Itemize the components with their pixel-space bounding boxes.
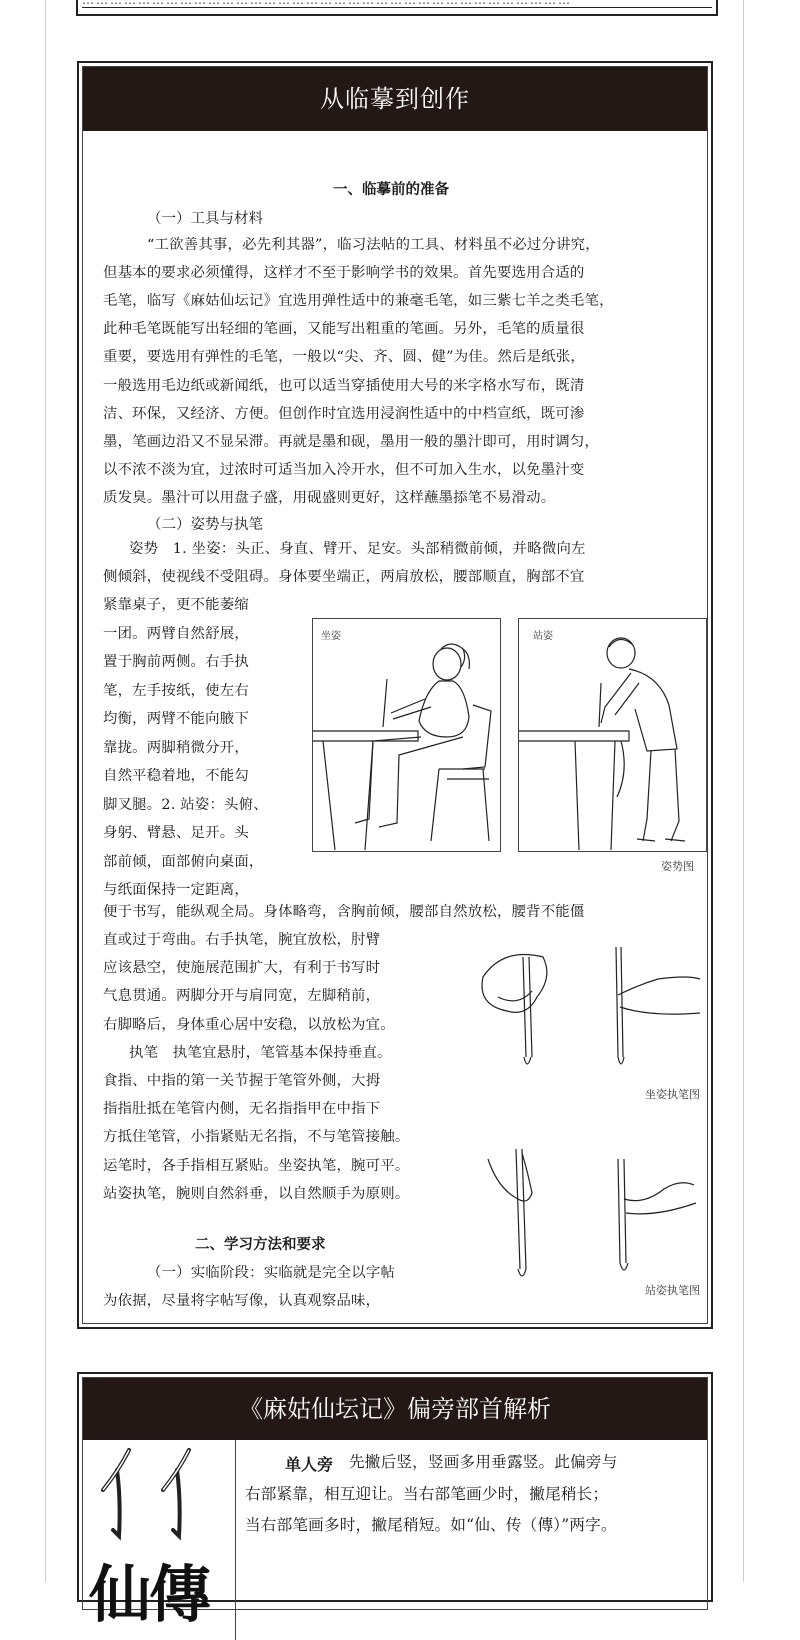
para2narrow-line: 自然平稳着地，不能勾 [103, 768, 249, 784]
para1-line: 质发臭。墨汁可以用盘子盛，用砚盛则更好，这样蘸墨掭笔不易滑动。 [103, 489, 556, 506]
para3-line: 气息贯通。两脚分开与肩同宽，左脚稍前， [103, 988, 381, 1005]
para2narrow-line: 部前倾，面部俯向桌面， [103, 853, 264, 870]
section2-title-bar: 《麻姑仙坛记》偏旁部首解析 [83, 1378, 707, 1440]
para5-line: 右部紧靠，相互迎让。当右部笔画少时，撇尾稍长； [245, 1484, 609, 1503]
para1-line: 毛笔，临写《麻姑仙坛记》宜选用弹性适中的兼毫毛笔，如三紫七羊之类毛笔， [103, 293, 614, 310]
para1-line: 洁、环保，又经济、方便。但创作时宜选用浸润性适中的中档宣纸，既可渗 [103, 405, 585, 422]
section-inner-frame [82, 66, 708, 1324]
heading-study-method: 二、学习方法和要求 [195, 1237, 326, 1253]
para1-line: 但基本的要求必须懂得，这样才不至于影响学书的效果。首先要选用合适的 [103, 265, 585, 282]
hand-holding-brush-sitting-illustration [468, 937, 728, 1087]
para1-line: 此种毛笔既能写出轻细的笔画，又能写出粗重的笔画。另外，毛笔的质量很 [103, 321, 585, 338]
para3-line: 运笔时，各手指相互紧贴。坐姿执笔，腕可平。 [103, 1157, 410, 1174]
calligraphy-sample-box [83, 1440, 236, 1640]
previous-section-frame [76, 0, 718, 16]
figure-sitting-posture [312, 618, 501, 852]
caption-sitting-holding: 坐姿执笔图 [645, 1088, 700, 1101]
para1-line: “工欲善其事，必先利其器”，临习法帖的工具、材料虽不必过分讲究， [147, 237, 600, 253]
hand-holding-brush-standing-illustration [468, 1139, 728, 1289]
para3-line: 直或过于弯曲。右手执笔，腕宜放松，肘臂 [103, 932, 381, 948]
figure-standing-label: 站姿 [533, 631, 553, 642]
section-radical-analysis [77, 1372, 713, 1631]
standing-person-illustration [519, 619, 706, 851]
section-from-copying-to-creation [77, 61, 713, 1329]
caption-posture-figure: 姿势图 [661, 860, 694, 873]
para4-line: （一）实临阶段：实临就是完全以字帖 [147, 1265, 396, 1281]
para4-line: 为依据，尽量将字帖写像，认真观察品味， [103, 1293, 381, 1309]
para3-line: 右脚略后，身体重心居中安稳，以放松为宜。 [103, 1016, 395, 1033]
page-guide-right [743, 0, 744, 1582]
previous-section-text: …………………………………………………………………………………………… [82, 0, 712, 8]
sitting-person-illustration [313, 619, 500, 851]
para2narrow-line: 脚叉腿。2. 站姿：头俯、 [103, 796, 268, 813]
figure-standing-posture [518, 618, 707, 852]
para1-line: 以不浓不淡为宜，过浓时可适当加入冷开水，但不可加入生水，以免墨汁变 [103, 461, 585, 478]
para2narrow-line: 靠拢。两脚稍微分开， [103, 739, 249, 756]
para2full-line: 姿势 1. 坐姿：头正、身直、臂开、足安。头部稍微前倾，并略微向左 [129, 541, 586, 557]
section-title-bar: 从临摹到创作 [83, 67, 707, 131]
para2narrow-line: 与纸面保持一定距离， [103, 882, 249, 898]
para5-line: 先撇后竖，竖画多用垂露竖。此偏旁与 [349, 1453, 618, 1471]
para1-line: 一般选用毛边纸或新闻纸，也可以适当穿插使用大号的米字格水写布，既清 [103, 377, 585, 394]
paragraph-posture-continue: 便于书写，能纵观全局。身体略弯，含胸前倾，腰部自然放松，腰背不能僵 [103, 904, 585, 920]
para3-line: 执笔 执笔宜悬肘，笔管基本保持垂直。 [129, 1044, 392, 1061]
figure-sitting-label: 坐姿 [321, 631, 341, 642]
para2narrow-line: 一团。两臂自然舒展， [103, 625, 249, 642]
calligraphy-sample-chars: 仙傳 [89, 1558, 210, 1631]
para3-line: 应该悬空，使施展范围扩大，有利于书写时 [103, 960, 381, 977]
subheading-posture: （二）姿势与执笔 [147, 517, 263, 533]
para3-line: 食指、中指的第一关节握于笔管外侧，大拇 [103, 1073, 381, 1089]
radical-name: 单人旁 [285, 1455, 334, 1474]
para3-line: 站姿执笔，腕则自然斜垂，以自然顺手为原则。 [103, 1185, 410, 1202]
page-guide-left [45, 0, 46, 1582]
heading-preparation: 一、临摹前的准备 [333, 182, 449, 198]
para2narrow-line: 均衡，两臂不能向腋下 [103, 711, 249, 727]
subheading-tools-materials: （一）工具与材料 [147, 211, 263, 227]
para2full-line: 侧倾斜，使视线不受阻碍。身体要坐端正，两肩放松，腰部顺直，胸部不宜 [103, 569, 585, 585]
para2narrow-line: 紧靠桌子，更不能萎缩 [103, 597, 249, 613]
para2narrow-line: 置于胸前两侧。右手执 [103, 654, 249, 670]
para2narrow-line: 笔，左手按纸，使左右 [103, 682, 249, 699]
para3-line: 指指肚抵在笔管内侧，无名指指甲在中指下 [103, 1101, 381, 1118]
para1-line: 重要，要选用有弹性的毛笔，一般以“尖、齐、圆、健”为佳。然后是纸张， [103, 349, 586, 366]
para1-line: 墨，笔画边沿又不显呆滞。再就是墨和砚，墨用一般的墨汁即可，用时调匀， [103, 433, 600, 450]
section2-inner-frame [82, 1377, 708, 1631]
caption-standing-holding: 站姿执笔图 [645, 1284, 700, 1297]
para5-line: 当右部笔画多时，撇尾稍短。如“仙、传（傳）”两字。 [245, 1516, 617, 1534]
para3-line: 方抵住笔管，小指紧贴无名指，不与笔管接触。 [103, 1129, 410, 1146]
para2narrow-line: 身躬、臂悬、足开。头 [103, 825, 249, 841]
